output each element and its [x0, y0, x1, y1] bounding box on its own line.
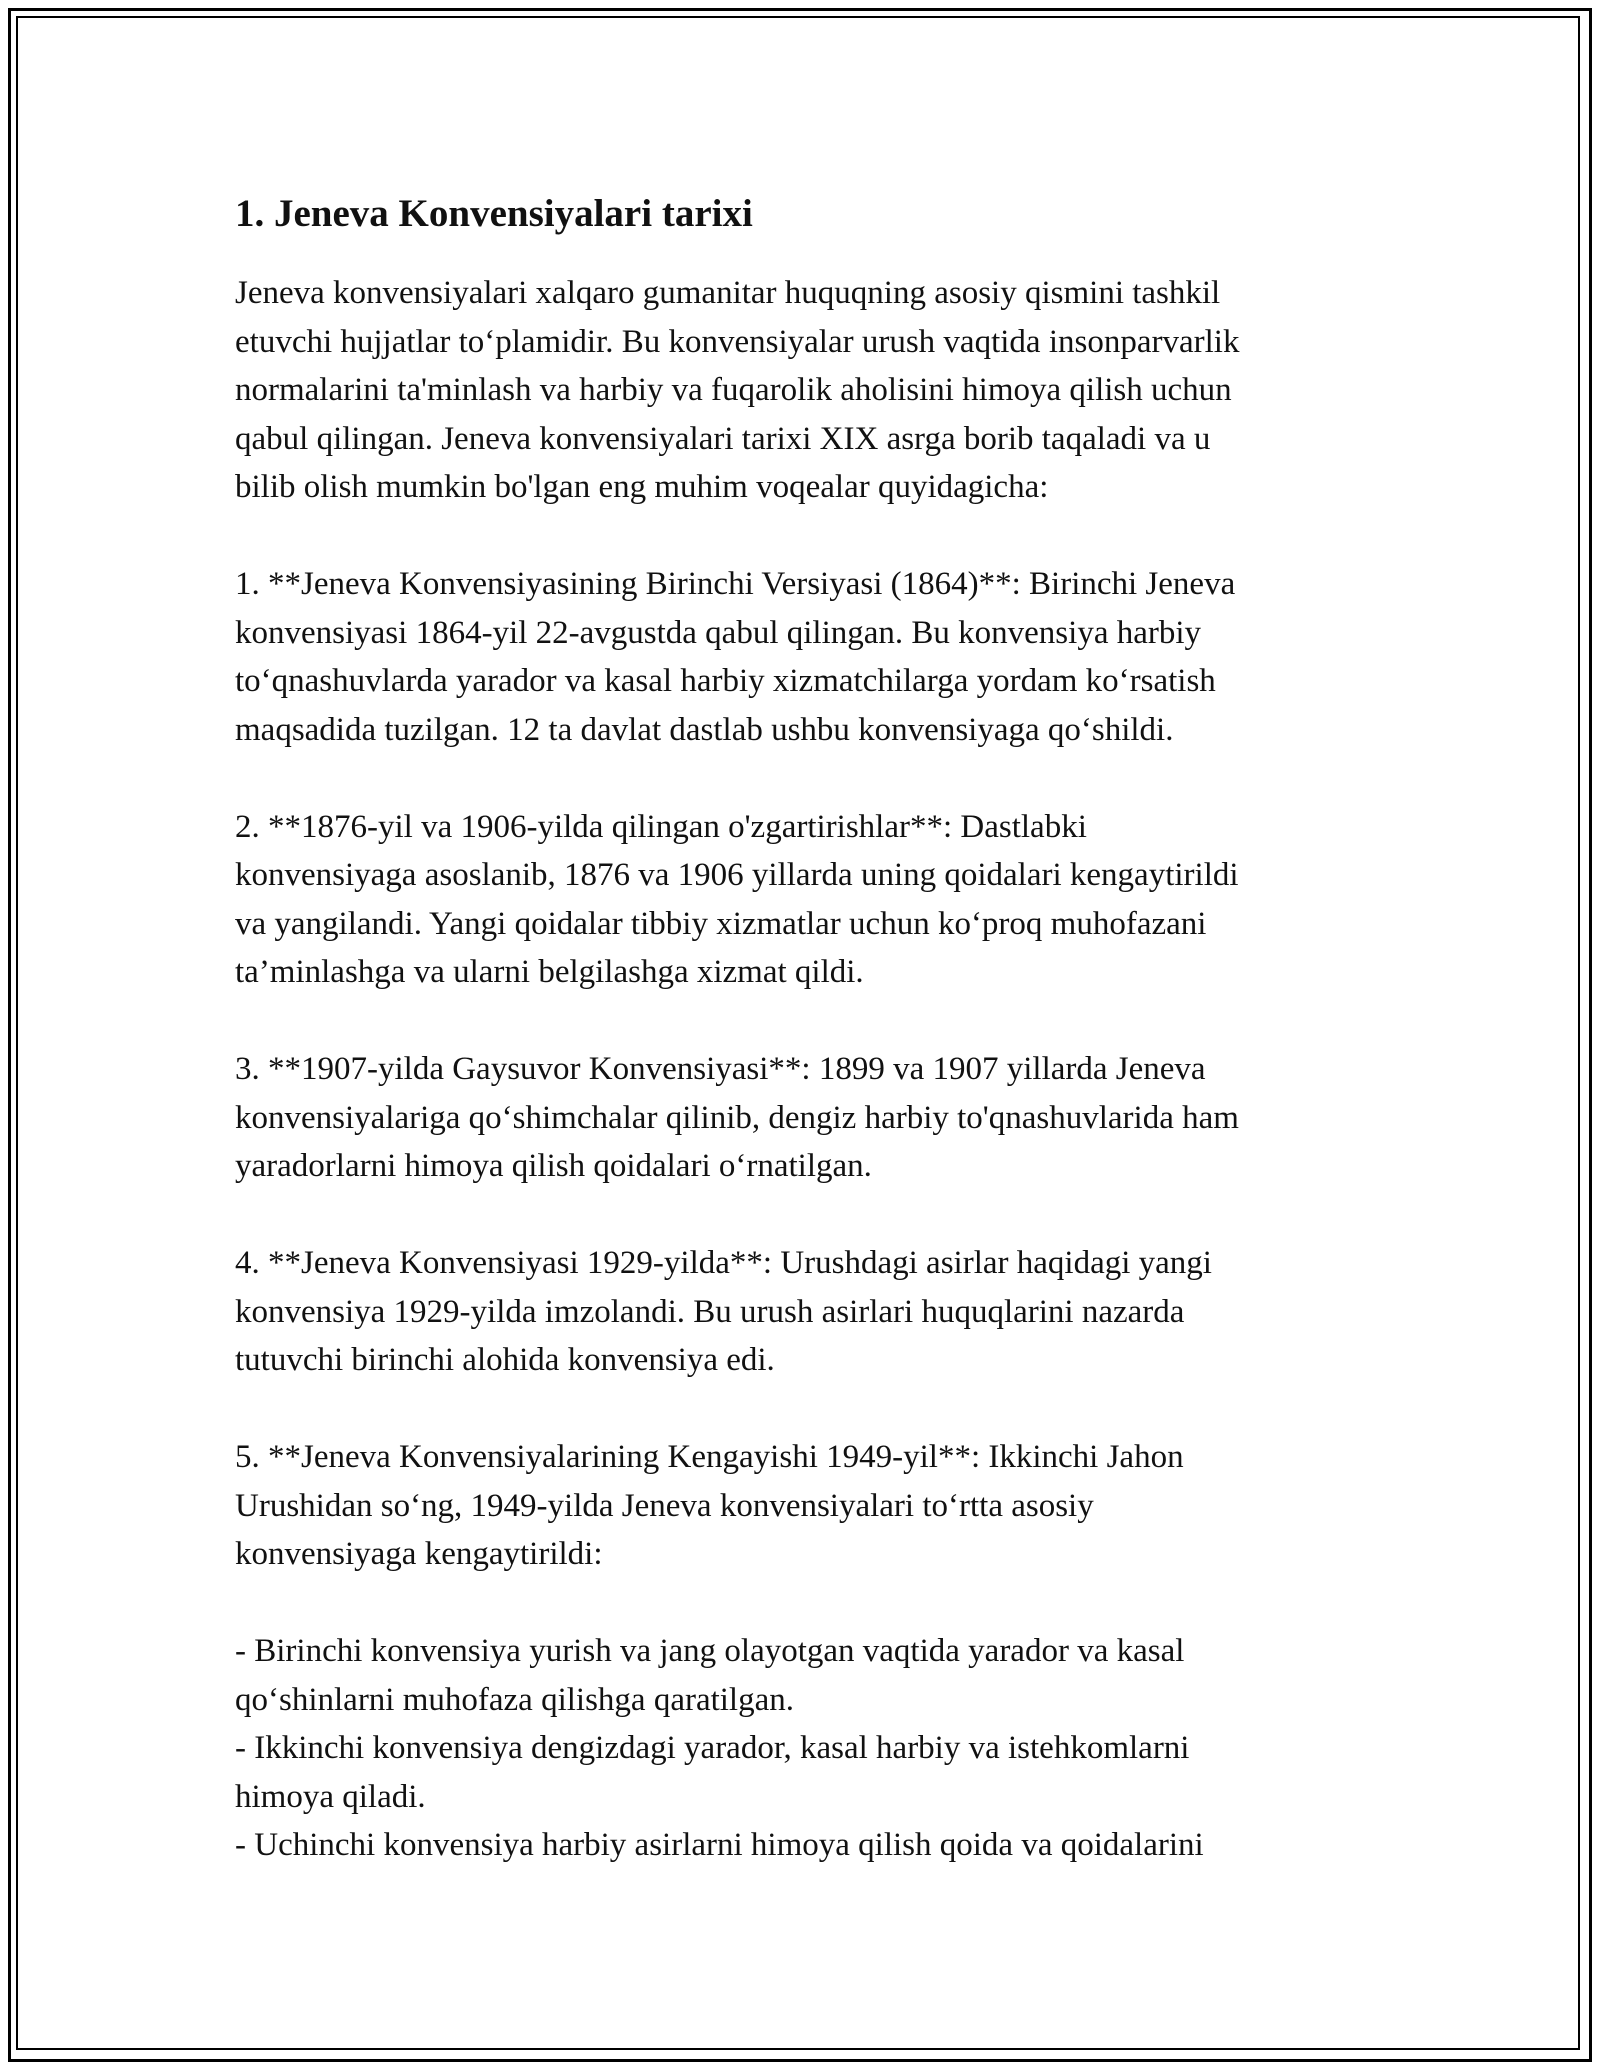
sub-item-third-convention: - Uchinchi konvensiya harbiy asirlarni himoya qilish qoida va qoidalarini [235, 1827, 1204, 1863]
section-heading: 1. Jeneva Konvensiyalari tarixi [235, 192, 753, 235]
sub-item-first-convention: - Birinchi konvensiya yurish va jang olayotgan vaqtida yarador va kasal qo‘shinlarni muhofaza qilishga qaratilgan. [235, 1633, 1185, 1718]
list-item-1929: 4. **Jeneva Konvensiyasi 1929-yilda**: Urushdagi asirlar haqidagi yangi konvensiya 1929-yilda imzolandi. Bu urush asirlari huquqlarini nazarda tutuvchi birinchi alohida konvensiya edi. [235, 1245, 1212, 1378]
list-item-1907: 3. **1907-yilda Gaysuvor Konvensiyasi**: 1899 va 1907 yillarda Jeneva konvensiyalariga qo‘shimchalar qilinib, dengiz harbiy to'qnashuvlarida ham yaradorlarni himoya qilish qoidalari o‘rnatilgan. [235, 1051, 1239, 1184]
list-item-1864: 1. **Jeneva Konvensiyasining Birinchi Versiyasi (1864)**: Birinchi Jeneva konvensiyasi 1864-yil 22-avgustda qabul qilingan. Bu konvensiya harbiy to‘qnashuvlarda yarador va kasal harbiy xizmatchilarga yordam ko‘rsatish maqsadida tuzilgan. 12 ta davlat dastlab ushbu konvensiyaga qo‘shildi. [235, 566, 1236, 748]
document-page [235, 187, 1365, 1870]
list-item-1876-1906: 2. **1876-yil va 1906-yilda qilingan o'zgartirishlar**: Dastlabki konvensiyaga asoslanib, 1876 va 1906 yillarda uning qoidalari kengaytirildi va yangilandi. Yangi qoidalar tibbiy xizmatlar uchun ko‘proq muhofazani ta’minlashga va ularni belgilashga xizmat qildi. [235, 808, 1239, 990]
intro-paragraph: Jeneva konvensiyalari xalqaro gumanitar huquqning asosiy qismini tashkil etuvchi hujjatlar to‘plamidir. Bu konvensiyalar urush vaqtida insonparvarlik normalarini ta'minlash va harbiy va fuqarolik aholisini himoya qilish uchun qabul qilingan. Jeneva konvensiyalari tarixi XIX asrga borib taqaladi va u bilib olish mumkin bo'lgan eng muhim voqealar quyidagicha: [235, 275, 1240, 505]
list-item-1949: 5. **Jeneva Konvensiyalarining Kengayishi 1949-yil**: Ikkinchi Jahon Urushidan so‘ng, 1949-yilda Jeneva konvensiyalari to‘rtta asosiy konvensiyaga kengaytirildi: [235, 1439, 1184, 1572]
sub-item-second-convention: - Ikkinchi konvensiya dengizdagi yarador, kasal harbiy va istehkomlarni himoya qiladi. [235, 1730, 1190, 1815]
